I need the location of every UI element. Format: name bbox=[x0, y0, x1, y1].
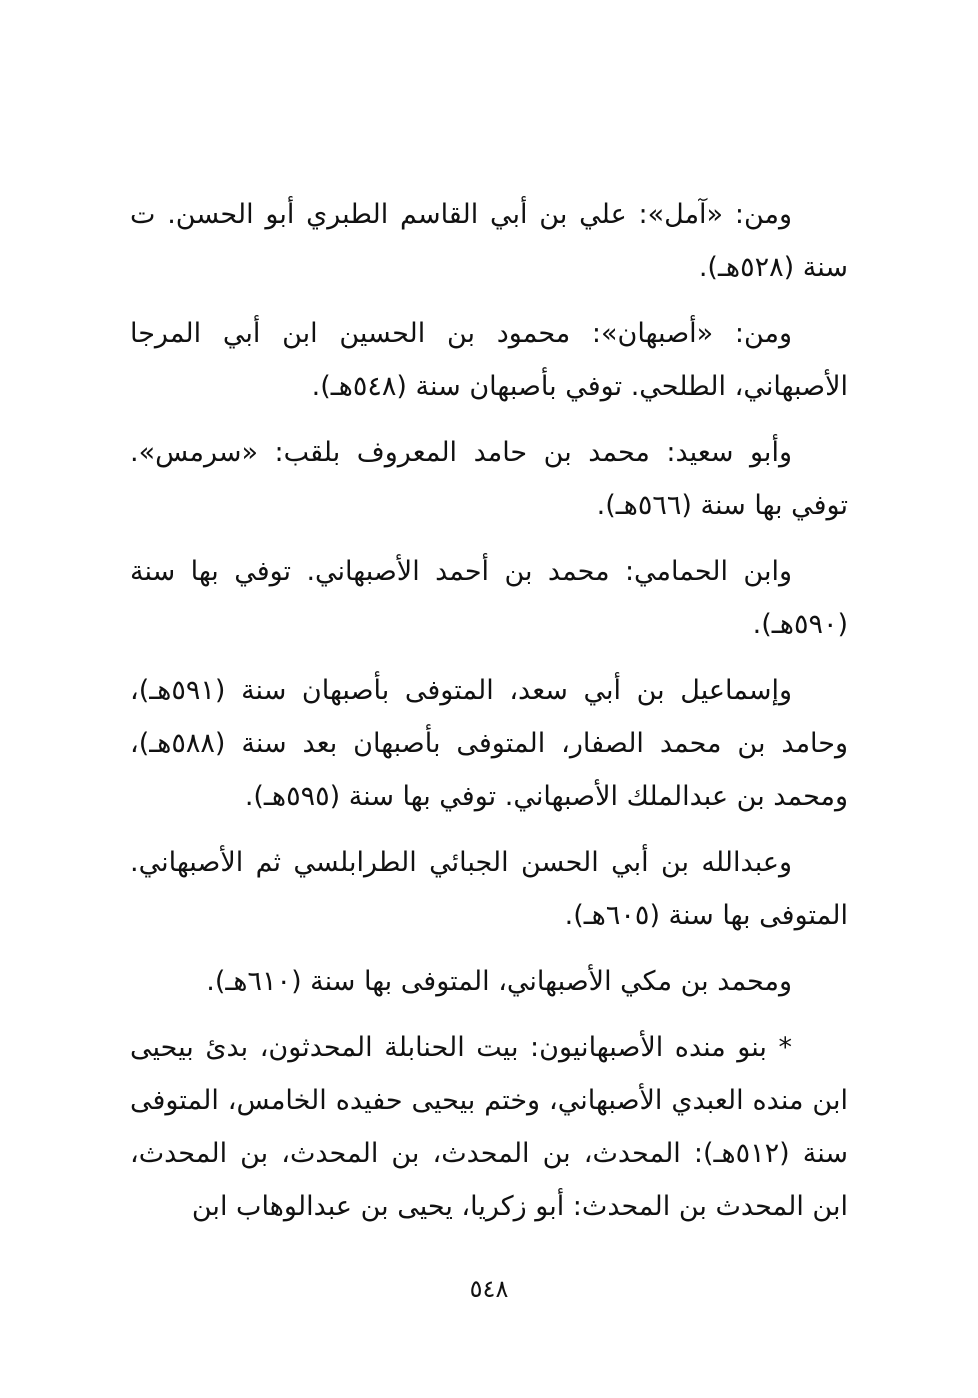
paragraph-ibn-al-hamami: وابن الحمامي: محمد بن أحمد الأصبهاني. توفي بها سنة (٥٩٠هـ). bbox=[130, 556, 848, 640]
paragraph-abu-said: وأبو سعيد: محمد بن حامد المعروف بلقب: «سرمس». توفي بها سنة (٥٦٦هـ). bbox=[130, 437, 848, 521]
body-text bbox=[130, 188, 848, 1233]
paragraph-abdullah: وعبدالله بن أبي الحسن الجبائي الطرابلسي ثم الأصبهاني. المتوفى بها سنة (٦٠٥هـ). bbox=[130, 847, 848, 931]
paragraph-banu-manda: * بنو منده الأصبهانيون: بيت الحنابلة المحدثون، بدئ بيحيى ابن منده العبدي الأصبهاني، وختم بيحيى حفيده الخامس، المتوفى سنة (٥١٢هـ): المحدث، بن المحدث، بن المحدث، بن المحدث، ابن المحدث بن المحدث: أبو زكريا، يحيى بن عبدالوهاب ابن bbox=[130, 1032, 848, 1222]
paragraph-amol: ومن: «آمل»: علي بن أبي القاسم الطبري أبو الحسن. ت سنة (٥٢٨هـ). bbox=[130, 199, 848, 283]
paragraph-ismail: وإسماعيل بن أبي سعد، المتوفى بأصبهان سنة (٥٩١هـ)، وحامد بن محمد الصفار، المتوفى بأصبهان بعد سنة (٥٨٨هـ)، ومحمد بن عبدالملك الأصبهاني. توفي بها سنة (٥٩٥هـ). bbox=[130, 675, 848, 812]
paragraph-muhammad-makki: ومحمد بن مكي الأصبهاني، المتوفى بها سنة (٦١٠هـ). bbox=[206, 966, 792, 997]
page-number: ٥٤٨ bbox=[469, 1275, 509, 1303]
paragraph-isfahan-mahmud: ومن: «أصبهان»: محمود بن الحسين ابن أبي المرجا الأصبهاني، الطلحي. توفي بأصبهان سنة (٥٤٨هـ). bbox=[130, 318, 848, 402]
